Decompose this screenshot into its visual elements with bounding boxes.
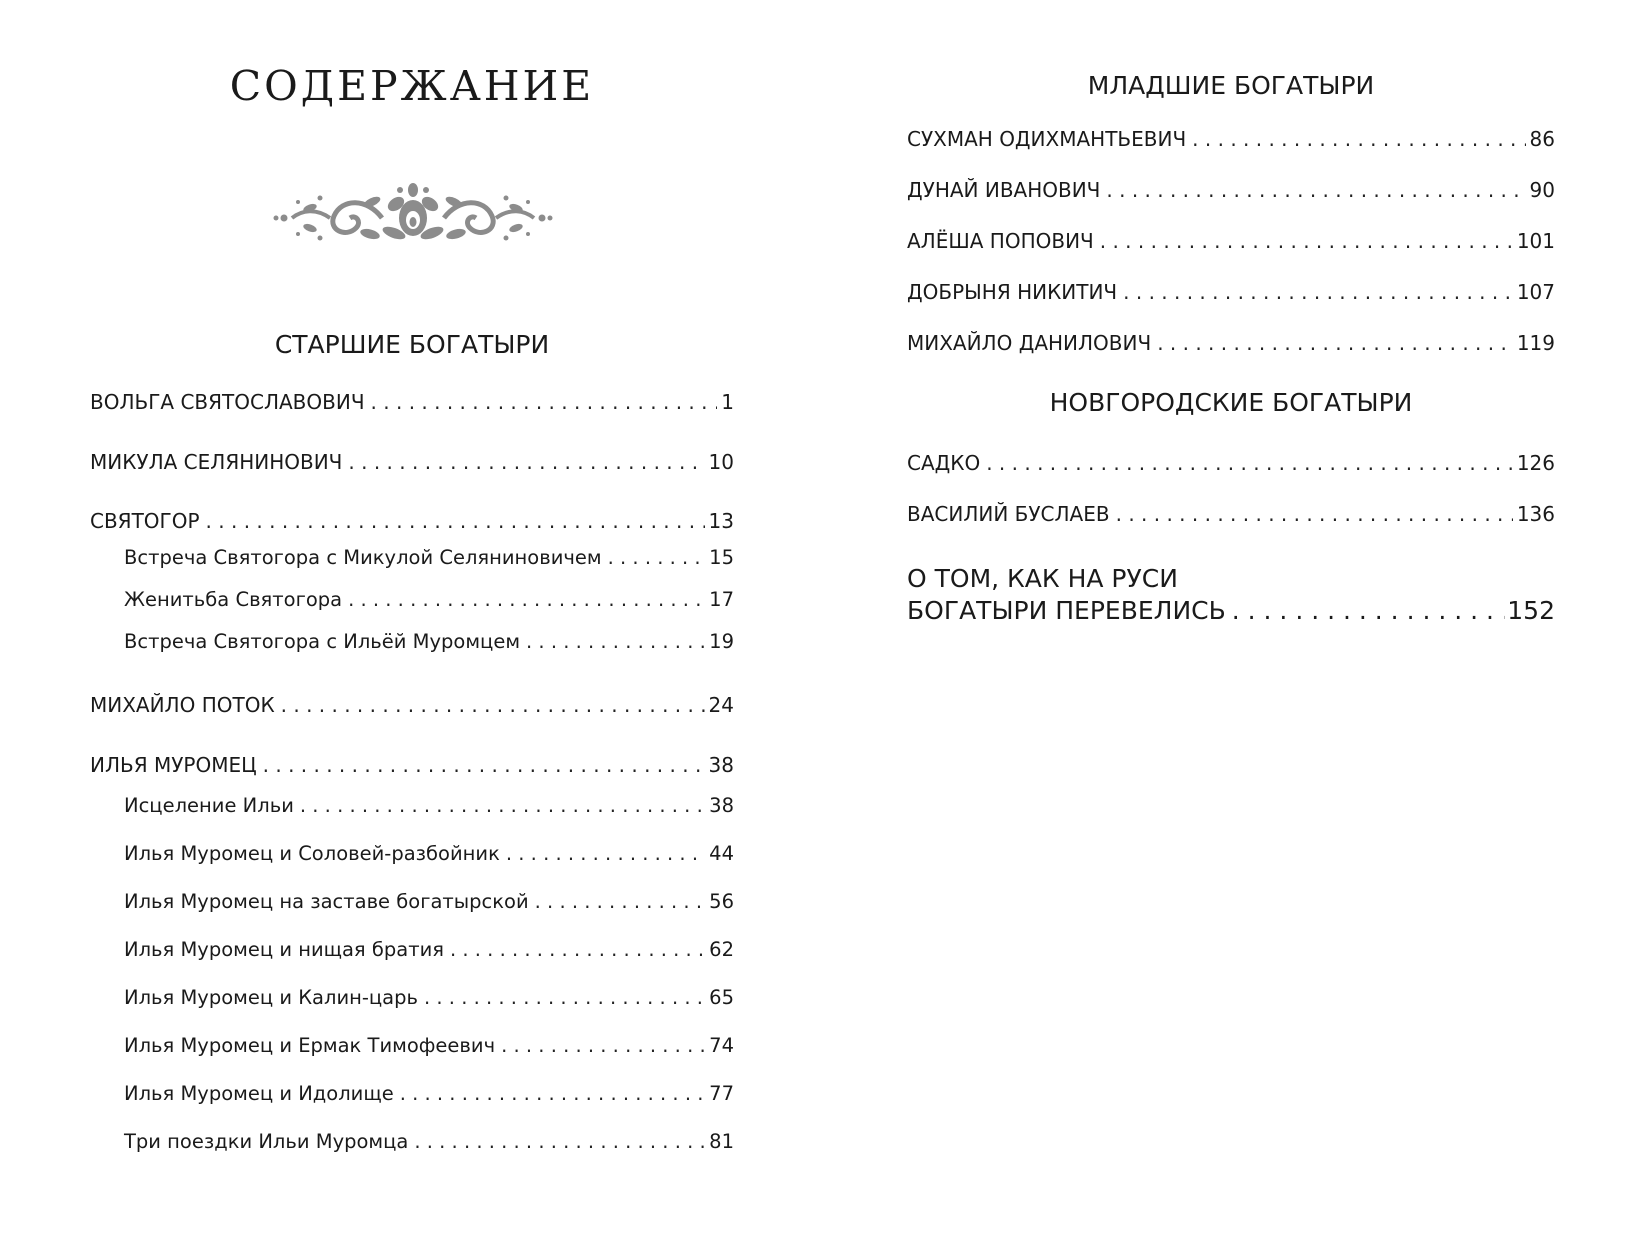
toc-entry[interactable]	[907, 499, 1555, 529]
toc-subentry[interactable]	[124, 839, 734, 869]
toc-entry-page: 74	[709, 1034, 734, 1057]
dot-leader	[300, 791, 705, 821]
toc-entry-page: 38	[709, 794, 734, 817]
toc-entry-page: 136	[1516, 502, 1555, 526]
toc-entry-title: МИХАЙЛО ПОТОК	[90, 693, 275, 717]
dot-leader	[535, 887, 706, 917]
toc-entry-title: МИКУЛА СЕЛЯНИНОВИЧ	[90, 450, 343, 474]
toc-entry-page: 107	[1516, 280, 1555, 304]
toc-entry[interactable]	[907, 448, 1555, 478]
toc-entry-title: Илья Муромец и Ермак Тимофеевич	[124, 1034, 496, 1057]
page-title: СОДЕРЖАНИЕ	[229, 62, 595, 110]
dot-leader	[1232, 595, 1506, 627]
dot-leader	[986, 448, 1513, 478]
dot-leader	[348, 585, 705, 615]
toc-subentry[interactable]	[124, 791, 734, 821]
toc-entry-page: 19	[709, 630, 734, 653]
toc-entry-title: Илья Муромец и Идолище	[124, 1082, 394, 1105]
toc-entry[interactable]	[90, 690, 734, 720]
toc-final-entry-line2: БОГАТЫРИ ПЕРЕВЕЛИСЬ	[907, 596, 1226, 625]
toc-entry-title: АЛЁША ПОПОВИЧ	[907, 229, 1094, 253]
floral-ornament-icon	[272, 178, 554, 254]
dot-leader	[1100, 226, 1513, 256]
toc-final-entry[interactable]	[907, 563, 1555, 627]
toc-subentry[interactable]	[124, 627, 734, 657]
toc-entry-page: 15	[709, 546, 734, 569]
toc-entry-page: 77	[709, 1082, 734, 1105]
dot-leader	[1123, 277, 1513, 307]
dot-leader	[424, 983, 705, 1013]
toc-entry-title: Женитьба Святогора	[124, 588, 343, 611]
dot-leader	[371, 387, 718, 417]
toc-entry-title: ДУНАЙ ИВАНОВИЧ	[907, 178, 1101, 202]
toc-entry-title: СВЯТОГОР	[90, 509, 200, 533]
toc-subentry[interactable]	[124, 887, 734, 917]
toc-entry-page: 62	[709, 938, 734, 961]
toc-final-entry-line1: О ТОМ, КАК НА РУСИ	[907, 564, 1178, 593]
toc-entry[interactable]	[90, 750, 734, 780]
toc-entry-title: Илья Муромец и Калин-царь	[124, 986, 419, 1009]
toc-subentry[interactable]	[124, 543, 734, 573]
dot-leader	[348, 447, 704, 477]
toc-entry-page: 24	[708, 693, 734, 717]
dot-leader	[1192, 124, 1525, 154]
toc-entry[interactable]	[907, 277, 1555, 307]
toc-entry-title: Встреча Святогора с Ильёй Муромцем	[124, 630, 521, 653]
dot-leader	[206, 506, 705, 536]
dot-leader	[501, 1031, 705, 1061]
toc-entry-page: 1	[721, 390, 734, 414]
toc-entry-title: САДКО	[907, 451, 981, 475]
toc-final-entry-page: 152	[1507, 596, 1555, 625]
toc-entry[interactable]	[907, 328, 1555, 358]
dot-leader	[414, 1127, 705, 1157]
toc-entry-title: Встреча Святогора с Микулой Селяниновичем	[124, 546, 602, 569]
toc-entry-title: ИЛЬЯ МУРОМЕЦ	[90, 753, 257, 777]
toc-entry[interactable]	[90, 387, 734, 417]
dot-leader	[526, 627, 705, 657]
toc-entry-title: Илья Муромец на заставе богатырской	[124, 890, 529, 913]
toc-entry-page: 13	[708, 509, 734, 533]
toc-entry-page: 86	[1529, 127, 1555, 151]
toc-subentry[interactable]	[124, 1031, 734, 1061]
toc-entry-page: 56	[709, 890, 734, 913]
dot-leader	[506, 839, 705, 869]
toc-entry[interactable]	[907, 175, 1555, 205]
toc-entry-page: 126	[1516, 451, 1555, 475]
toc-entry[interactable]	[90, 447, 734, 477]
toc-entry-title: Исцеление Ильи	[124, 794, 294, 817]
section-heading-novgorod: НОВГОРОДСКИЕ БОГАТЫРИ	[1049, 388, 1413, 417]
toc-entry-page: 17	[709, 588, 734, 611]
toc-entry-title: СУХМАН ОДИХМАНТЬЕВИЧ	[907, 127, 1187, 151]
toc-entry-page: 101	[1516, 229, 1555, 253]
toc-subentry[interactable]	[124, 1079, 734, 1109]
dot-leader	[608, 543, 706, 573]
section-heading-junior: МЛАДШИЕ БОГАТЫРИ	[1087, 71, 1375, 100]
toc-entry-page: 81	[709, 1130, 734, 1153]
toc-entry[interactable]	[907, 226, 1555, 256]
section-heading-senior: СТАРШИЕ БОГАТЫРИ	[274, 330, 550, 359]
toc-entry-title: ВАСИЛИЙ БУСЛАЕВ	[907, 502, 1110, 526]
toc-entry-page: 90	[1529, 178, 1555, 202]
toc-entry-title: Илья Муромец и нищая братия	[124, 938, 444, 961]
dot-leader	[400, 1079, 705, 1109]
toc-subentry[interactable]	[124, 585, 734, 615]
toc-subentry[interactable]	[124, 1127, 734, 1157]
dot-leader	[263, 750, 705, 780]
dot-leader	[1157, 328, 1513, 358]
toc-entry[interactable]	[907, 124, 1555, 154]
toc-entry-title: МИХАЙЛО ДАНИЛОВИЧ	[907, 331, 1152, 355]
dot-leader	[1106, 175, 1525, 205]
dot-leader	[1116, 499, 1513, 529]
toc-entry-title: ВОЛЬГА СВЯТОСЛАВОВИЧ	[90, 390, 365, 414]
dot-leader	[450, 935, 705, 965]
toc-entry[interactable]	[90, 506, 734, 536]
toc-entry-page: 65	[709, 986, 734, 1009]
toc-entry-page: 10	[708, 450, 734, 474]
toc-entry-title: ДОБРЫНЯ НИКИТИЧ	[907, 280, 1118, 304]
dot-leader	[281, 690, 705, 720]
toc-subentry[interactable]	[124, 935, 734, 965]
toc-entry-page: 44	[709, 842, 734, 865]
toc-entry-page: 119	[1516, 331, 1555, 355]
toc-entry-title: Илья Муромец и Соловей-разбойник	[124, 842, 500, 865]
toc-subentry[interactable]	[124, 983, 734, 1013]
toc-entry-title: Три поездки Ильи Муромца	[124, 1130, 409, 1153]
toc-entry-page: 38	[708, 753, 734, 777]
